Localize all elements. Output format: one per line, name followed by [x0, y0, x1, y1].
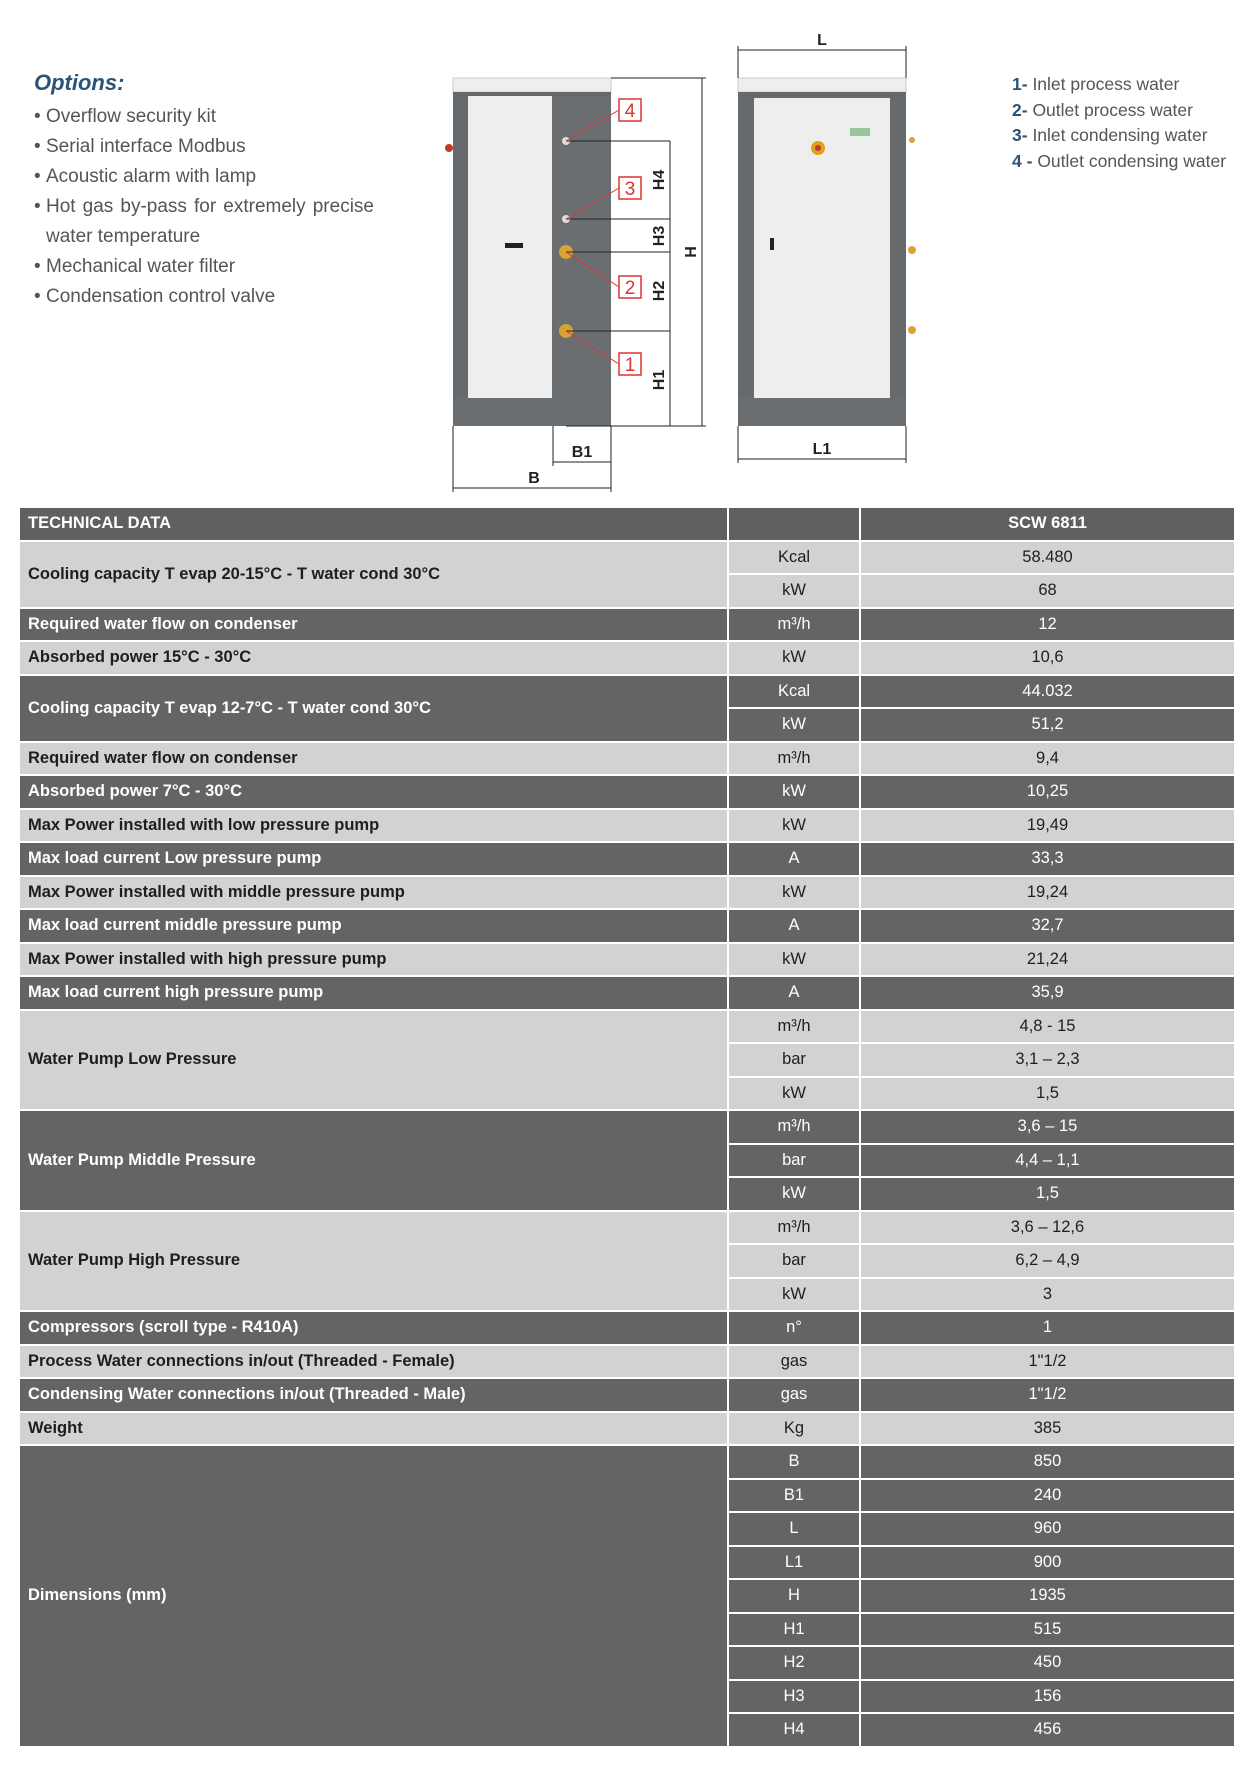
option-item: • Mechanical water filter	[34, 252, 374, 282]
unit-cell: H	[728, 1579, 860, 1613]
unit-cell: L	[728, 1512, 860, 1546]
table-row	[20, 541, 1234, 575]
table-row	[20, 876, 1234, 910]
param-cell: Required water flow on condenser	[20, 608, 728, 642]
unit-cell: bar	[728, 1043, 860, 1077]
value-cell: 1	[860, 1311, 1234, 1345]
unit-cell: kW	[728, 708, 860, 742]
param-cell: Water Pump Middle Pressure	[20, 1110, 728, 1211]
unit-cell: L1	[728, 1546, 860, 1580]
value-cell: 3,6 – 12,6	[860, 1211, 1234, 1245]
param-cell: Max load current middle pressure pump	[20, 909, 728, 943]
value-cell: 19,24	[860, 876, 1234, 910]
table-row	[20, 1445, 1234, 1479]
value-cell: 1,5	[860, 1177, 1234, 1211]
param-cell: Max Power installed with high pressure pump	[20, 943, 728, 977]
legend-item: 4 - Outlet condensing water	[1012, 150, 1227, 171]
legend-item: 2- Outlet process water	[1012, 99, 1193, 120]
callout-4: 4	[624, 101, 636, 122]
param-cell: Max load current high pressure pump	[20, 976, 728, 1010]
param-cell: Required water flow on condenser	[20, 742, 728, 776]
technical-data-table	[20, 508, 1234, 1748]
param-cell: Water Pump Low Pressure	[20, 1010, 728, 1111]
param-cell: Condensing Water connections in/out (Threaded - Male)	[20, 1378, 728, 1412]
value-cell: 456	[860, 1713, 1234, 1747]
table-row	[20, 809, 1234, 843]
header-model: SCW 6811	[860, 508, 1234, 541]
connections-legend	[1012, 72, 1242, 174]
value-cell: 6,2 – 4,9	[860, 1244, 1234, 1278]
unit-cell: A	[728, 909, 860, 943]
param-cell: Water Pump High Pressure	[20, 1211, 728, 1312]
value-cell: 1"1/2	[860, 1345, 1234, 1379]
value-cell: 3	[860, 1278, 1234, 1312]
unit-cell: kW	[728, 574, 860, 608]
value-cell: 3,6 – 15	[860, 1110, 1234, 1144]
unit-cell: gas	[728, 1345, 860, 1379]
table-row	[20, 1311, 1234, 1345]
unit-cell: A	[728, 976, 860, 1010]
callout-2: 2	[624, 278, 636, 299]
table-row	[20, 675, 1234, 709]
dim-H3: H3	[651, 225, 668, 247]
value-cell: 850	[860, 1445, 1234, 1479]
value-cell: 10,25	[860, 775, 1234, 809]
dim-B: B	[528, 470, 540, 487]
param-cell: Dimensions (mm)	[20, 1445, 728, 1747]
callout-1: 1	[624, 355, 636, 376]
value-cell: 4,8 - 15	[860, 1010, 1234, 1044]
unit-cell: m³/h	[728, 1211, 860, 1245]
table-row	[20, 1378, 1234, 1412]
value-cell: 9,4	[860, 742, 1234, 776]
unit-cell: A	[728, 842, 860, 876]
unit-cell: gas	[728, 1378, 860, 1412]
param-cell: Max Power installed with low pressure pump	[20, 809, 728, 843]
param-cell: Process Water connections in/out (Threaded - Female)	[20, 1345, 728, 1379]
param-cell: Absorbed power 15°C - 30°C	[20, 641, 728, 675]
option-item: • Hot gas by-pass for extremely precise water temperature	[34, 192, 374, 252]
value-cell: 21,24	[860, 943, 1234, 977]
side-view	[445, 78, 706, 492]
param-cell: Cooling capacity T evap 20-15°C - T water cond 30°C	[20, 541, 728, 608]
unit-cell: kW	[728, 1177, 860, 1211]
unit-cell: m³/h	[728, 1110, 860, 1144]
legend-item: 3- Inlet condensing water	[1012, 125, 1208, 145]
value-cell: 12	[860, 608, 1234, 642]
value-cell: 58.480	[860, 541, 1234, 575]
option-item: • Serial interface Modbus	[34, 132, 374, 162]
unit-cell: bar	[728, 1144, 860, 1178]
dim-B1: B1	[571, 444, 593, 461]
value-cell: 240	[860, 1479, 1234, 1513]
value-cell: 3,1 – 2,3	[860, 1043, 1234, 1077]
param-cell: Cooling capacity T evap 12-7°C - T water cond 30°C	[20, 675, 728, 742]
dim-H4: H4	[651, 169, 668, 191]
unit-cell: H1	[728, 1613, 860, 1647]
unit-cell: B1	[728, 1479, 860, 1513]
value-cell: 51,2	[860, 708, 1234, 742]
unit-cell: kW	[728, 775, 860, 809]
value-cell: 1935	[860, 1579, 1234, 1613]
unit-cell: m³/h	[728, 1010, 860, 1044]
table-row	[20, 608, 1234, 642]
table-row	[20, 1345, 1234, 1379]
header-technical-data: TECHNICAL DATA	[20, 508, 728, 541]
options-title: Options:	[34, 70, 125, 95]
unit-cell: m³/h	[728, 742, 860, 776]
value-cell: 4,4 – 1,1	[860, 1144, 1234, 1178]
table-row	[20, 842, 1234, 876]
table-row	[20, 1010, 1234, 1044]
table-header-row	[20, 508, 1234, 541]
dim-L1: L1	[812, 441, 832, 458]
dim-H1: H1	[651, 369, 668, 391]
param-cell: Absorbed power 7°C - 30°C	[20, 775, 728, 809]
table-row	[20, 1412, 1234, 1446]
value-cell: 32,7	[860, 909, 1234, 943]
callout-3: 3	[624, 179, 636, 200]
table-row	[20, 1110, 1234, 1144]
unit-cell: m³/h	[728, 608, 860, 642]
option-item: • Condensation control valve	[34, 282, 374, 312]
unit-cell: H3	[728, 1680, 860, 1714]
value-cell: 1"1/2	[860, 1378, 1234, 1412]
param-cell: Max load current Low pressure pump	[20, 842, 728, 876]
option-item: • Acoustic alarm with lamp	[34, 162, 374, 192]
unit-cell: H4	[728, 1713, 860, 1747]
table-row	[20, 943, 1234, 977]
option-item: • Overflow security kit	[34, 102, 374, 132]
table-row	[20, 1211, 1234, 1245]
unit-cell: kW	[728, 1077, 860, 1111]
table-row	[20, 976, 1234, 1010]
value-cell: 385	[860, 1412, 1234, 1446]
header-unit	[728, 508, 860, 541]
dim-H2: H2	[651, 280, 668, 302]
unit-cell: Kcal	[728, 675, 860, 709]
value-cell: 1,5	[860, 1077, 1234, 1111]
unit-cell: H2	[728, 1646, 860, 1680]
unit-cell: kW	[728, 641, 860, 675]
value-cell: 960	[860, 1512, 1234, 1546]
table-row	[20, 909, 1234, 943]
value-cell: 68	[860, 574, 1234, 608]
unit-cell: kW	[728, 809, 860, 843]
param-cell: Weight	[20, 1412, 728, 1446]
dim-L: L	[817, 32, 827, 49]
front-view	[738, 32, 916, 463]
value-cell: 33,3	[860, 842, 1234, 876]
unit-cell: Kcal	[728, 541, 860, 575]
param-cell: Max Power installed with middle pressure pump	[20, 876, 728, 910]
value-cell: 44.032	[860, 675, 1234, 709]
value-cell: 450	[860, 1646, 1234, 1680]
unit-cell: kW	[728, 876, 860, 910]
value-cell: 156	[860, 1680, 1234, 1714]
table-row	[20, 742, 1234, 776]
table-row	[20, 641, 1234, 675]
unit-cell: bar	[728, 1244, 860, 1278]
value-cell: 10,6	[860, 641, 1234, 675]
value-cell: 515	[860, 1613, 1234, 1647]
unit-cell: B	[728, 1445, 860, 1479]
param-cell: Compressors (scroll type - R410A)	[20, 1311, 728, 1345]
value-cell: 19,49	[860, 809, 1234, 843]
unit-cell: kW	[728, 1278, 860, 1312]
table-row	[20, 775, 1234, 809]
unit-cell: kW	[728, 943, 860, 977]
value-cell: 900	[860, 1546, 1234, 1580]
dim-H: H	[683, 246, 700, 258]
value-cell: 35,9	[860, 976, 1234, 1010]
legend-item: 1- Inlet process water	[1012, 74, 1180, 94]
unit-cell: Kg	[728, 1412, 860, 1446]
unit-cell: n°	[728, 1311, 860, 1345]
